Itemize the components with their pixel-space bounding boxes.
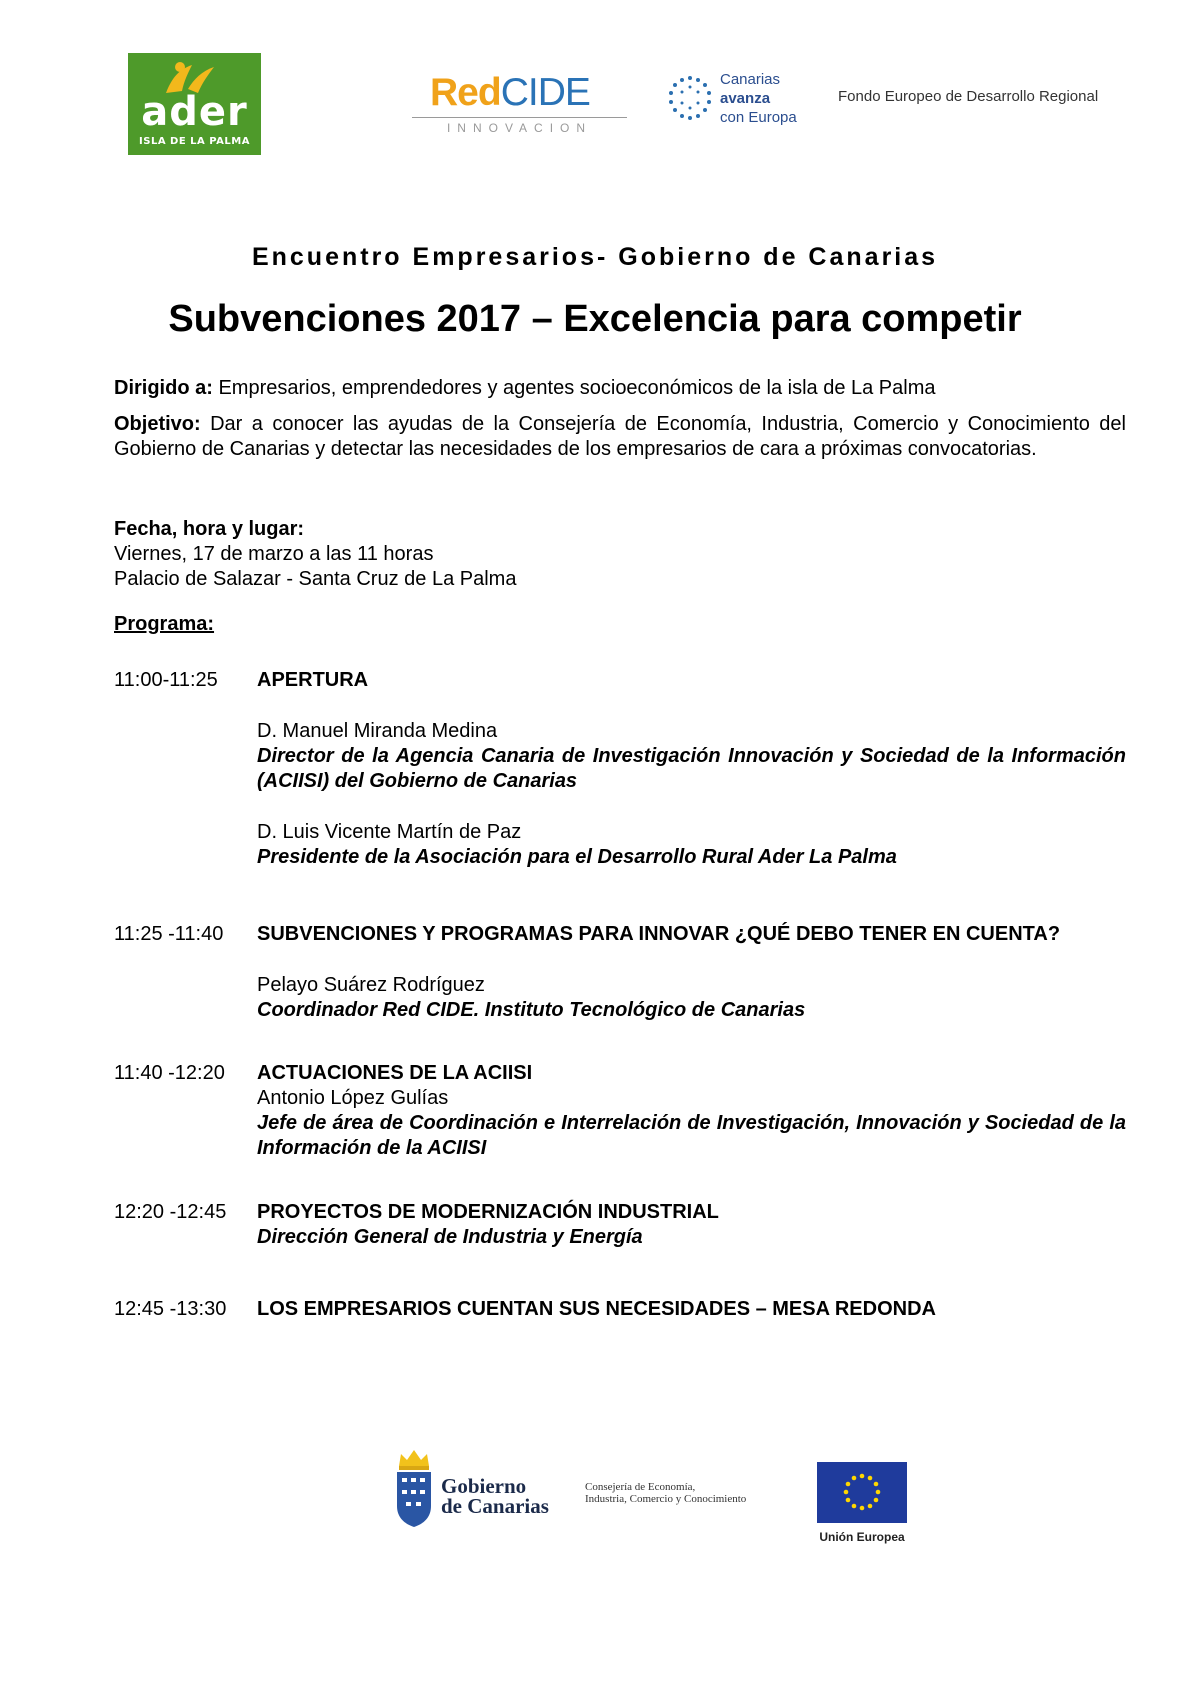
speaker-role: Jefe de área de Coordinación e Interrelación de Investigación, Innovación y Sociedad de la Información de la ACIISI (257, 1112, 1126, 1159)
canarias-line1: Canarias (720, 71, 781, 88)
ader-logo-word: ader (141, 89, 248, 135)
gobierno-canarias-logo (393, 1448, 565, 1528)
speaker-name: D. Luis Vicente Martín de Paz (257, 821, 522, 843)
gobierno-line1: Gobierno (441, 1474, 527, 1498)
consejeria-label (585, 1481, 746, 1505)
dirigido-label: Dirigido a: (114, 377, 213, 399)
speaker-role: Director de la Agencia Canaria de Investigación Innovación y Sociedad de la Información (ACIISI) del Gobierno de Canarias (257, 745, 1126, 792)
event-subtitle: Encuentro Empresarios- Gobierno de Canarias (251, 243, 939, 271)
canarias-avanza-text (720, 70, 797, 127)
objetivo-text: Dar a conocer las ayudas de la Consejería de Economía, Industria, Comercio y Conocimiento del Gobierno de Canarias y detectar las necesidades de los empresarios de cara a próximas convocatorias. (114, 413, 1126, 460)
redcide-red: Red (430, 71, 501, 114)
dirigido-line (114, 376, 936, 401)
consejeria-line2: Industria, Comercio y Conocimiento (585, 1493, 747, 1505)
speaker-name: D. Manuel Miranda Medina (257, 720, 498, 742)
fecha-date: Viernes, 17 de marzo a las 11 horas (114, 543, 434, 565)
dirigido-text: Empresarios, emprendedores y agentes socioeconómicos de la isla de La Palma (212, 377, 936, 399)
redcide-wordmark (430, 71, 590, 115)
item-time: 11:00-11:25 (114, 669, 218, 691)
speaker-name: Antonio López Gulías (257, 1087, 449, 1109)
redcide-divider (412, 117, 627, 118)
feder-label: Fondo Europeo de Desarrollo Regional (838, 88, 1099, 105)
item-title: ACTUACIONES DE LA ACIISI (257, 1062, 533, 1084)
speaker-role: Dirección General de Industria y Energía (257, 1226, 643, 1248)
item-title: LOS EMPRESARIOS CUENTAN SUS NECESIDADES – MESA REDONDA (257, 1298, 936, 1320)
item-time: 11:40 -12:20 (114, 1062, 225, 1084)
item-title: APERTURA (257, 669, 369, 691)
fecha-label: Fecha, hora y lugar: (114, 518, 305, 540)
speaker-role: Presidente de la Asociación para el Desarrollo Rural Ader La Palma (257, 846, 897, 868)
redcide-tagline: INNOVACION (446, 121, 593, 135)
canarias-line2: avanza (720, 90, 771, 107)
speaker-name: Pelayo Suárez Rodríguez (257, 974, 485, 996)
redcide-cide: CIDE (500, 71, 590, 114)
objetivo-label: Objetivo: (114, 413, 201, 435)
item-time: 12:20 -12:45 (114, 1201, 227, 1223)
ader-logo-subtitle: ISLA DE LA PALMA (139, 136, 250, 147)
canarias-avanza-logo (665, 70, 815, 126)
gobierno-line2: de Canarias (441, 1494, 549, 1518)
dotted-circle-icon (665, 74, 715, 122)
canarias-line3: con Europa (720, 109, 797, 126)
consejeria-line1: Consejería de Economía, (585, 1481, 696, 1493)
eu-label: Unión Europea (819, 1530, 905, 1544)
eu-flag-icon (817, 1462, 907, 1523)
item-title: PROYECTOS DE MODERNIZACIÓN INDUSTRIAL (257, 1201, 719, 1223)
event-title: Subvenciones 2017 – Excelencia para competir (168, 298, 1022, 340)
ader-logo (128, 53, 261, 155)
item-time: 11:25 -11:40 (114, 923, 224, 945)
objetivo-paragraph (114, 412, 1126, 462)
programa-heading: Programa: (114, 613, 215, 635)
coat-of-arms-icon (393, 1448, 435, 1528)
fecha-place: Palacio de Salazar - Santa Cruz de La Palma (114, 568, 517, 590)
redcide-logo (412, 63, 627, 139)
eu-stars-icon (817, 1462, 907, 1523)
item-title: SUBVENCIONES Y PROGRAMAS PARA INNOVAR ¿QUÉ DEBO TENER EN CUENTA? (257, 923, 1061, 945)
speaker-role: Coordinador Red CIDE. Instituto Tecnológico de Canarias (257, 999, 806, 1021)
gobierno-text (441, 1476, 549, 1516)
item-time: 12:45 -13:30 (114, 1298, 227, 1320)
